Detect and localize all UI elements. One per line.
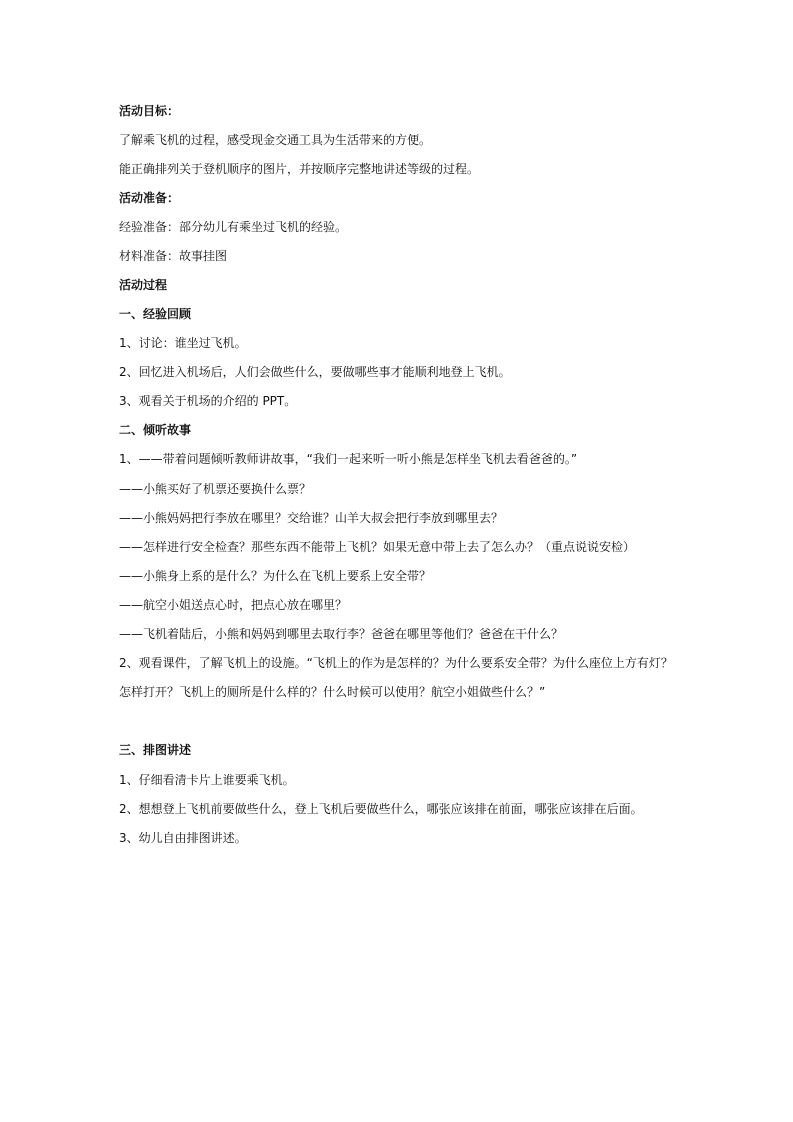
question-item: ——小熊妈妈把行李放在哪里？交给谁？山羊大叔会把行李放到哪里去？ [119, 511, 504, 525]
list-item: 1、——带着问题倾听教师讲故事，“我们一起来听一听小熊是怎样坐飞机去看爸爸的。” [119, 452, 578, 466]
heading-activity-process: 活动过程 [119, 278, 168, 292]
list-item: 2、想想登上飞机前要做些什么，登上飞机后要做些什么，哪张应该排在前面，哪张应该排在后面。 [119, 802, 643, 816]
section-heading-3: 三、排图讲述 [119, 743, 192, 757]
section-heading-1: 一、经验回顾 [119, 307, 192, 321]
heading-activity-goals: 活动目标： [119, 104, 180, 118]
list-item: 3、幼儿自由排图讲述。 [119, 831, 247, 845]
list-item: 2、回忆进入机场后，人们会做些什么，要做哪些事才能顺利地登上飞机。 [119, 365, 511, 379]
paragraph-goal-2: 能正确排列关于登机顺序的图片，并按顺序完整地讲述等级的过程。 [119, 162, 480, 176]
question-item: ——飞机着陆后，小熊和妈妈到哪里去取行李？爸爸在哪里等他们？爸爸在干什么？ [119, 627, 564, 641]
question-item: ——航空小姐送点心时，把点心放在哪里？ [119, 598, 348, 612]
list-item: 1、仔细看清卡片上谁要乘飞机。 [119, 773, 295, 787]
heading-activity-prep: 活动准备： [119, 191, 180, 205]
paragraph-experience-prep: 经验准备：部分幼儿有乘坐过飞机的经验。 [119, 220, 348, 234]
list-item: 3、观看关于机场的介绍的 PPT。 [119, 394, 297, 408]
question-item: ——小熊买好了机票还要换什么票？ [119, 482, 312, 496]
list-item-continuation: 怎样打开？飞机上的厕所是什么样的？什么时候可以使用？航空小姐做些什么？” [119, 685, 546, 699]
paragraph-goal-1: 了解乘飞机的过程，感受现金交通工具为生活带来的方便。 [119, 133, 432, 147]
list-item: 2、观看课件，了解飞机上的设施。“飞机上的作为是怎样的？为什么要系安全带？为什么座位上方有灯？ [119, 656, 673, 670]
section-heading-2: 二、倾听故事 [119, 423, 192, 437]
question-item: ——小熊身上系的是什么？为什么在飞机上要系上安全带？ [119, 569, 432, 583]
question-item: ——怎样进行安全检查？那些东西不能带上飞机？如果无意中带上去了怎么办？（重点说说安检） [119, 540, 636, 554]
list-item: 1、讨论：谁坐过飞机。 [119, 336, 247, 350]
paragraph-material-prep: 材料准备：故事挂图 [119, 249, 228, 263]
